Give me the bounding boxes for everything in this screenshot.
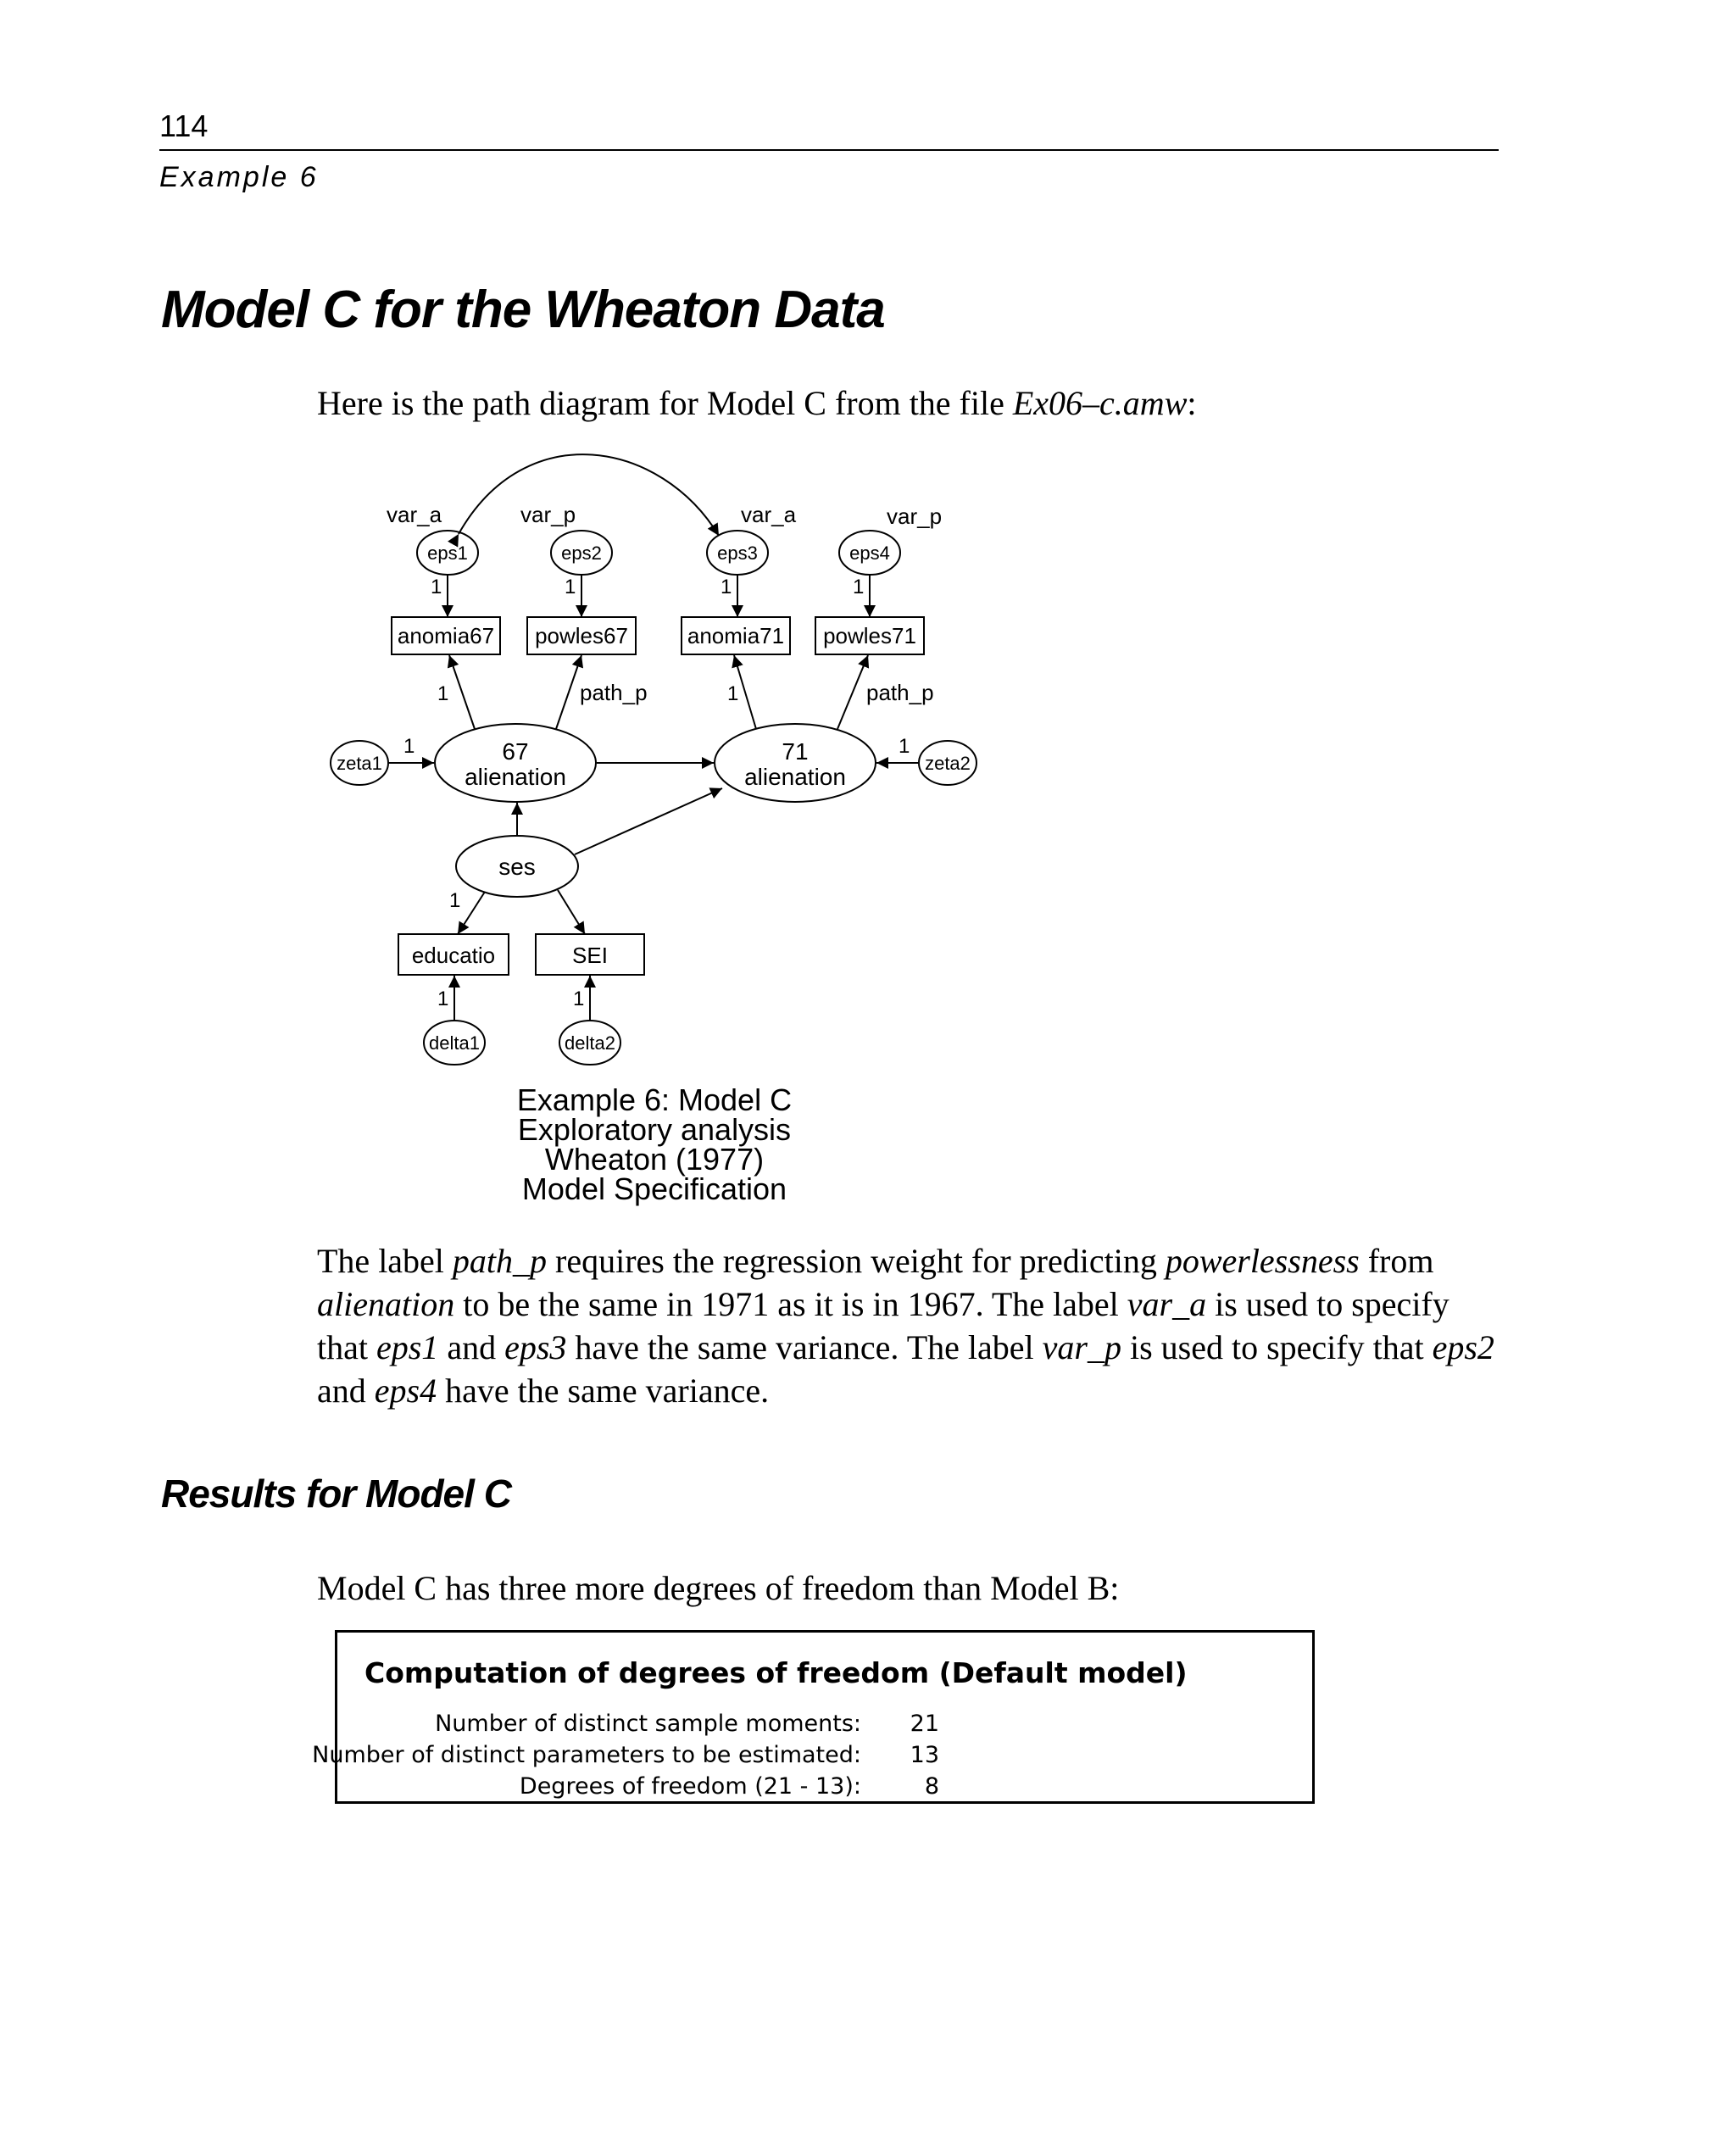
text: have the same variance. [437, 1372, 770, 1410]
latent67-line2: alienation [465, 764, 566, 790]
variance-label: var_p [887, 504, 943, 529]
term: alienation [317, 1285, 455, 1323]
error-label: eps1 [427, 542, 468, 564]
variance-label: var_a [387, 502, 442, 527]
variance-label: var_a [741, 502, 797, 527]
section-title: Model C for the Wheaton Data [161, 281, 885, 339]
error-label: eps2 [561, 542, 602, 564]
text: is used to specify that [317, 1285, 1449, 1366]
path-label: path_p [866, 680, 934, 705]
observed-label: anomia71 [687, 623, 785, 648]
observed-label: powles67 [535, 623, 628, 648]
fixed-weight: 1 [853, 576, 865, 598]
error-label: eps3 [717, 542, 758, 564]
variance-label: var_p [520, 502, 576, 527]
fixed-weight: 1 [449, 889, 461, 912]
dof-value: 13 [910, 1742, 939, 1768]
term: eps2 [1432, 1328, 1494, 1366]
results-intro: Model C has three more degrees of freedom than Model B: [317, 1569, 1120, 1607]
fixed-weight: 1 [403, 735, 415, 758]
intro-colon: : [1187, 384, 1197, 422]
observed-label: SEI [572, 943, 608, 968]
fixed-weight: 1 [431, 576, 442, 598]
latent67-line1: 67 [502, 738, 529, 765]
dof-table [312, 1630, 1315, 1804]
dof-label: Number of distinct sample moments: [435, 1711, 861, 1737]
fixed-weight: 1 [899, 735, 910, 758]
results-heading: Results for Model C [161, 1472, 511, 1516]
dof-row [337, 1711, 1312, 1743]
term: eps4 [374, 1372, 437, 1410]
observed-label: educatio [411, 943, 496, 968]
term: var_a [1127, 1285, 1207, 1323]
text: from [1359, 1242, 1434, 1280]
disturbance-label: zeta2 [925, 753, 971, 774]
covariance-arc [459, 454, 719, 536]
term: eps3 [504, 1328, 567, 1366]
dof-label: Degrees of freedom (21 - 13): [519, 1773, 861, 1800]
page-number: 114 [159, 108, 209, 143]
latent71-line1: 71 [782, 738, 809, 765]
error-label: eps4 [849, 542, 890, 564]
text: to be the same in 1971 as it is in 1967. The label [454, 1285, 1127, 1323]
diagram-caption: Example 6: Model C [516, 1082, 793, 1117]
term: path_p [452, 1242, 548, 1280]
dof-label: Number of distinct parameters to be estimated: [312, 1742, 861, 1768]
diagram-caption: Wheaton (1977) [544, 1142, 765, 1177]
dof-value: 8 [924, 1773, 939, 1800]
text: and [438, 1328, 505, 1366]
diagram-caption: Model Specification [521, 1171, 787, 1206]
explanation-paragraph [317, 1239, 1504, 1412]
ses-label: ses [498, 854, 536, 880]
fixed-weight: 1 [727, 682, 739, 705]
dof-value: 21 [910, 1711, 939, 1737]
term: var_p [1042, 1328, 1121, 1366]
text: The label [317, 1242, 453, 1280]
delta-label: delta1 [429, 1032, 480, 1054]
text: have the same variance. The label [566, 1328, 1043, 1366]
text: requires the regression weight for predicting [547, 1242, 1166, 1280]
latent71-line2: alienation [744, 764, 846, 790]
running-head: Example 6 [159, 161, 319, 193]
term: eps1 [376, 1328, 439, 1366]
fixed-weight: 1 [565, 576, 576, 598]
disturbance-label: zeta1 [337, 753, 382, 774]
fixed-weight: 1 [721, 576, 732, 598]
observed-label: anomia67 [397, 623, 495, 648]
delta-label: delta2 [565, 1032, 615, 1054]
fixed-weight: 1 [573, 988, 585, 1010]
intro-text: Here is the path diagram for Model C from the file [317, 384, 1013, 422]
term: powerlessness [1165, 1242, 1360, 1280]
path-label: path_p [580, 680, 648, 705]
fixed-weight: 1 [437, 988, 449, 1010]
text: is used to specify that [1121, 1328, 1433, 1366]
diagram-caption: Exploratory analysis [517, 1112, 792, 1147]
dof-row [337, 1773, 1312, 1806]
intro-filename: Ex06–c.amw [1012, 384, 1188, 422]
fixed-weight: 1 [437, 682, 449, 705]
observed-label: powles71 [823, 623, 916, 648]
dof-row [312, 1742, 1312, 1774]
text: and [317, 1372, 375, 1410]
dof-title: Computation of degrees of freedom (Default model) [364, 1656, 1188, 1689]
